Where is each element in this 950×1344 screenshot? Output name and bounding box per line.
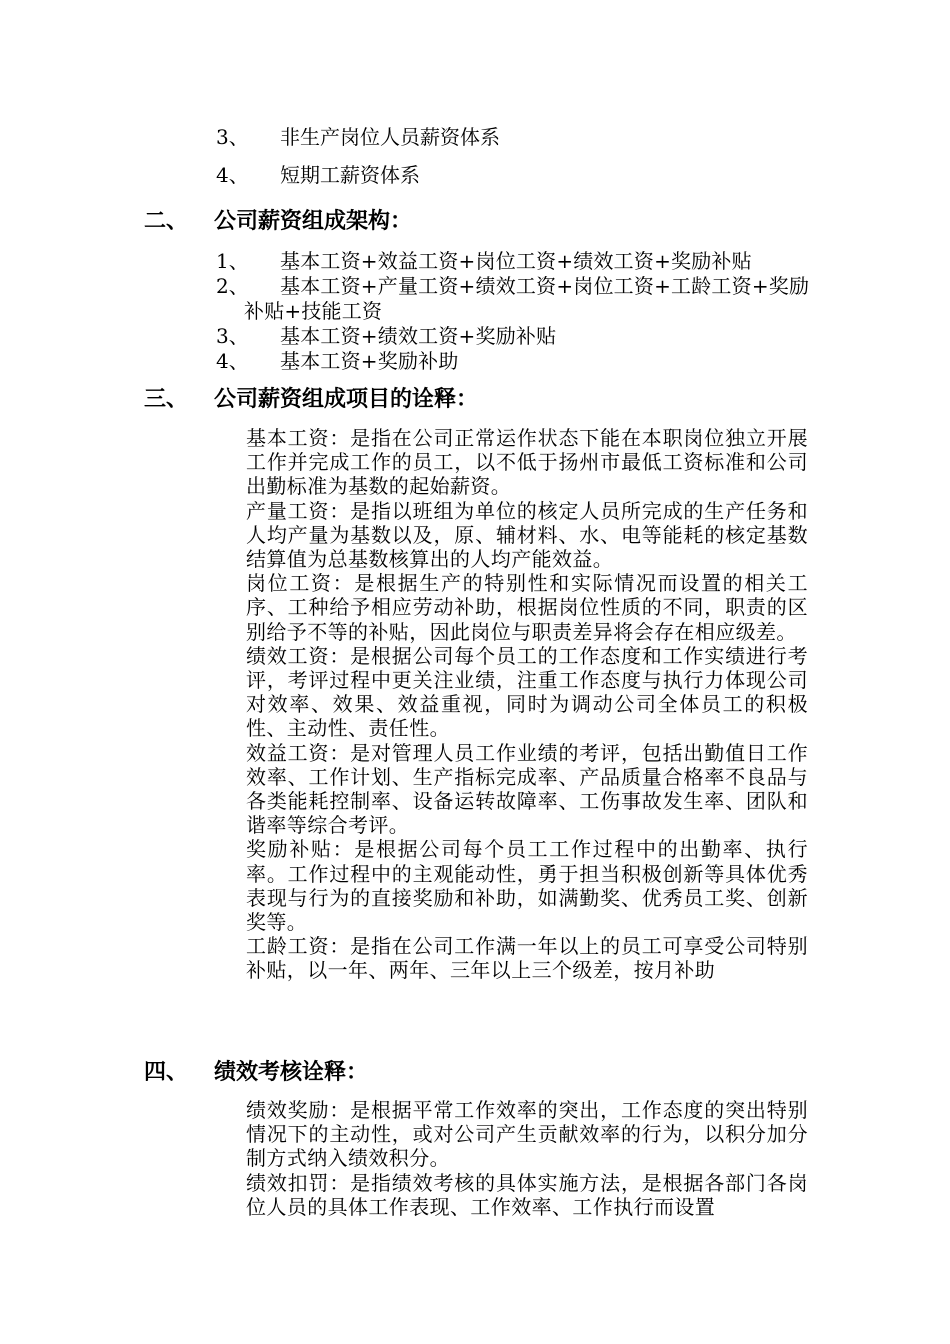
section-4-body [246,1098,808,1219]
definition-paragraph: 工龄工资：是指在公司工作满一年以上的员工可享受公司特别补贴，以一年、两年、三年以上三个级差，按月补助 [246,934,808,983]
list-text: 非生产岗位人员薪资体系 [280,125,500,149]
definition-paragraph: 产量工资：是指以班组为单位的核定人员所完成的生产任务和人均产量为基数以及，原、辅材料、水、电等能耗的核定基数结算值为总基数核算出的人均产能效益。 [246,498,808,572]
section-number: 二、 [144,208,189,234]
section-title: 公司薪资组成项目的诠释： [214,386,479,412]
list-text: 基本工资+奖励补助 [280,349,459,373]
composition-item [216,349,816,374]
list-number: 3、 [216,324,249,348]
definition-paragraph: 绩效扣罚：是指绩效考核的具体实施方法，是根据各部门各岗位人员的具体工作表现、工作效率、工作执行而设置 [246,1170,808,1219]
section-number: 三、 [144,386,189,412]
definition-paragraph: 效益工资：是对管理人员工作业绩的考评，包括出勤值日工作效率、工作计划、生产指标完成率、产品质量合格率不良品与各类能耗控制率、设备运转故障率、工伤事故发生率、团队和谐率等综合考评。 [246,740,808,838]
list-text: 短期工薪资体系 [280,163,420,187]
list-number: 1、 [216,249,249,273]
definition-paragraph: 奖励补贴：是根据公司每个员工工作过程中的出勤率、执行率。工作过程中的主观能动性，勇于担当积极创新等具体优秀表现与行为的直接奖励和补助，如满勤奖、优秀员工奖、创新奖等。 [246,837,808,935]
list-number: 4、 [216,163,249,187]
definition-paragraph: 绩效奖励：是根据平常工作效率的突出，工作态度的突出特别情况下的主动性，或对公司产生贡献效率的行为，以积分加分制方式纳入绩效积分。 [246,1098,808,1171]
list-number: 3、 [216,125,249,149]
list-number: 2、 [216,274,249,298]
list-text: 基本工资+产量工资+绩效工资+岗位工资+工龄工资+奖励补贴+技能工资 [244,274,810,323]
composition-item [216,249,816,274]
composition-item [216,324,816,349]
list-number: 4、 [216,349,249,373]
definition-paragraph: 基本工资：是指在公司正常运作状态下能在本职岗位独立开展工作并完成工作的员工，以不低于扬州市最低工资标准和公司出勤标准为基数的起始薪资。 [246,426,808,499]
section-number: 四、 [144,1059,189,1085]
definition-paragraph: 岗位工资：是根据生产的特别性和实际情况而设置的相关工序、工种给予相应劳动补助，根据岗位性质的不同，职责的区别给予不等的补贴，因此岗位与职责差异将会存在相应级差。 [246,571,808,644]
definition-paragraph: 绩效工资：是根据公司每个员工的工作态度和工作实绩进行考评，考评过程中更关注业绩，注重工作态度与执行力体现公司对效率、效果、效益重视，同时为调动公司全体员工的积极性、主动性、责任性。 [246,643,808,741]
composition-item [216,274,816,324]
list-text: 基本工资+效益工资+岗位工资+绩效工资+奖励补贴 [280,249,752,273]
section-title: 绩效考核诠释： [214,1059,369,1085]
list-text: 基本工资+绩效工资+奖励补贴 [280,324,557,348]
section-title: 公司薪资组成架构： [214,208,413,234]
section-3-body [246,426,808,983]
